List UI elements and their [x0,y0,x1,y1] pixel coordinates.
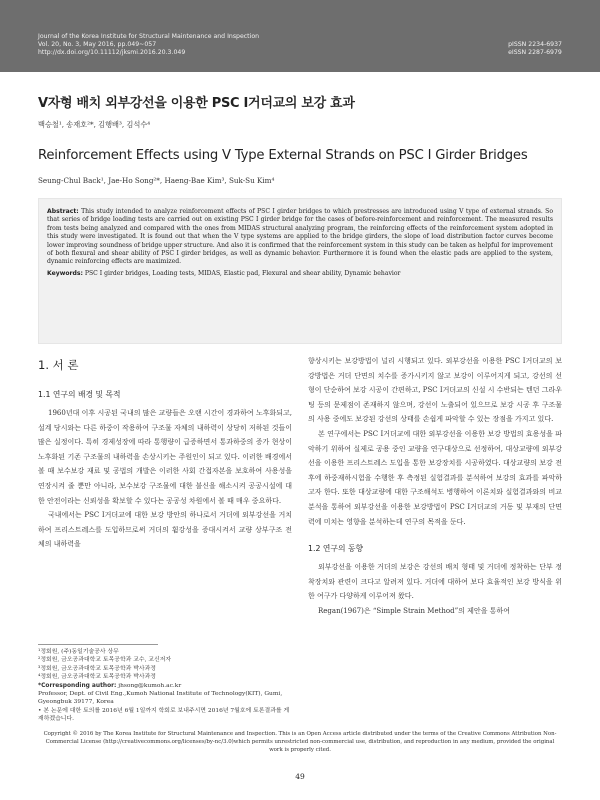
abstract-text: This study intended to analyze reinforcement effects of PSC I girder bridges to which prestresses are introduced using V type of external strands. So that series of bridge loading tests are carried out on existing PSC I girder bridge for the cases of before-reinforcement and reinforcement. The measured results from tests being analyzed and compared with the ones from MIDAS structural analyzing program, the reinforcing effects of the reinforcement system adopted in this study were investigated. It is found out that when the V type systems are applied to the bridge girders, the slope of load distribution factor curves become lower improving soundness of bridge upper structure. And also it is confirmed that the reinforcement system in this study can be taken as helpful for improvement of both flexural and shear ability of PSC I girder bridges, as well as dynamic behavior. Furthermore it is found when the elastic pads are applied to the system, dynamic reinforcing effects are maximized. [47,208,553,266]
keywords-label: Keywords: [47,269,83,277]
abstract-paragraph [47,208,553,267]
corresponding-author-email[interactable]: jhsong@kumoh.ac.kr [118,682,182,689]
page-number: 49 [295,772,305,781]
corresponding-author [38,682,294,690]
abstract-label: Abstract: [47,208,79,215]
title-english: Reinforcement Effects using V Type External Strands on PSC I Girder Bridges [38,148,528,163]
subsection-title-background: 1.1 연구의 배경 및 목적 [38,390,121,399]
footnote-divider [38,644,158,645]
corresponding-author-label: *Corresponding author: [38,682,117,689]
pissn: pISSN 2234-6937 [508,41,562,48]
keywords [47,270,553,278]
journal-header-bar [0,0,600,72]
journal-name: Journal of the Korea Institute for Structural Maintenance and Inspection [38,33,260,40]
body-paragraph: 본 연구에서는 PSC I거더교에 대한 외부강선을 이용한 보강 방법의 효용성을 파악하기 위하여 실제로 공용 중인 교량을 연구대상으로 선정하여, 대상교량에 외부강선을 이용한 프리스트레스 도입을 통한 보강장치를 시공하였다. 대상교량의 보강 전 후에 하중재하시험을 수행한 후 측정된 실험결과를 분석하여 보강의 효과를 파악하고자 한다. 또한 대상교량에 대한 구조해석도 병행하여 이론치와 실험결과와의 비교분석을 통하여 외부강선을 이용한 보강방법이 PSC I거더교의 거동 및 부재의 단면력에 미치는 영향을 분석하는데 연구의 목적을 둔다. [308,429,562,526]
body-paragraph: 외부강선을 이용한 거더의 보강은 강선의 배치 형태 및 거더에 정착하는 단부 정착장치와 관련이 크다고 알려져 있다. 거더에 대하여 보다 효율적인 보강 방식을 위한 여구가 다양하게 이루어져 왔다. [308,563,562,601]
authors-english: Seung-Chul Back¹, Jae-Ho Song²*, Haeng-Bae Kim³, Suk-Su Kim⁴ [38,176,275,185]
discussion-note: • 본 논문에 대한 토의를 2016년 6월 1일까지 학회로 보내주시면 2016년 7월호에 토론결과를 게재하겠습니다. [38,707,290,723]
journal-info [38,33,259,57]
issn-info [508,41,562,57]
corresponding-author-address: Professor, Dept. of Civil Eng.,Kumoh National Institute of Technology(KIT), Gumi, Gyeongbuk 39177, Korea [38,691,283,706]
abstract-box [38,198,562,344]
body-paragraph: 1960년대 이후 시공된 국내의 많은 교량들은 오랜 시간이 경과하여 노후화되고, 설계 당시와는 다른 하중이 작용하여 구조물 자체의 내하력이 상당히 저하된 것들이 많은 실정이다. 특히 경제성장에 따라 통행량이 급증하면서 통과하중의 증가 현상이 노후화된 기존 구조물의 내하력을 손상시키는 주원인이 되고 있다. 이러한 배경에서 볼 때 보수보강 재료 및 공법의 개발은 이러한 사회 간접자본을 보호하여 사용성을 연장시켜 줄 뿐만 아니라, 보수보강 구조물에 대한 불신을 해소시켜 공공시설에 대한 안전이라는 신뢰성을 확보할 수 있다는 공공성 차원에서 볼 때 매우 중요하다. [38,409,292,505]
keywords-text: PSC I girder bridges, Loading tests, MIDAS, Elastic pad, Flexural and shear ability, Dynamic behavior [84,269,401,277]
footnote-1: ¹정회원, (주)동일기술공사 상무 [38,649,119,655]
body-paragraph: 향상시키는 보강방법이 널리 시행되고 있다. 외부강선을 이용한 PSC I거더교의 보강방법은 거더 단면의 치수를 증가시키지 않고 보강이 이루어지게 되고, 강선의 선형이 단순하여 보강 시공이 간편하고, PSC I거더교의 신설 시 수반되는 텐던 그라우팅 등의 문제점이 존재하지 않으며, 강선이 노출되어 있으므로 보강 시공 후 구조물의 사용 중에도 보강된 강선의 상태를 손쉽게 파악할 수 있는 장점을 가지고 있다. [308,357,562,424]
title-korean: V자형 배치 외부강선을 이용한 PSC I거더교의 보강 효과 [38,96,355,111]
footnotes [38,648,294,724]
footnote-4: ⁴정회원, 금오공과대학교 토목공학과 박사과정 [38,674,156,681]
footnote-3: ³정회원, 금오공과대학교 토목공학과 박사과정 [38,665,156,672]
doi-link[interactable]: http://dx.doi.org/10.11112/jksmi.2016.20.3.049 [38,49,186,56]
eissn: eISSN 2287-6979 [508,49,562,56]
right-column [308,354,562,619]
left-column [38,354,292,552]
body-paragraph: Regan(1967)은 “Simple Strain Method”의 제안을 통하여 [318,606,510,615]
section-title-introduction: 1. 서 론 [38,358,79,372]
authors-korean: 백승철¹, 송재호²*, 김행배³, 김석수⁴ [38,120,151,129]
subsection-title-trends: 1.2 연구의 동향 [308,544,364,554]
body-paragraph: 국내에서는 PSC I거더교에 대한 보강 방안의 하나로서 거더에 외부강선을 거치하여 프리스트레스를 도입하므로써 거더의 휨강성을 증대시켜서 교량 상부구조 전체의 내하력을 [38,511,292,549]
footnote-2: ²정회원, 금오공과대학교 토목공학과 교수, 교신저자 [38,657,172,664]
journal-volume: Vol. 20, No. 3, May 2016, pp.049~057 [38,41,157,48]
copyright-notice: Copyright © 2016 by The Korea Institute for Structural Maintenance and Inspection. This is an Open Access article distributed under the terms of the Creative Commons Attribution Non-Commercial License (http://creativecommons.org/licenses/by-nc/3.0)which permits unrestricted non-commercial use, distribution, and reproduction in any medium, provided the original work is properly cited. [43,731,557,754]
